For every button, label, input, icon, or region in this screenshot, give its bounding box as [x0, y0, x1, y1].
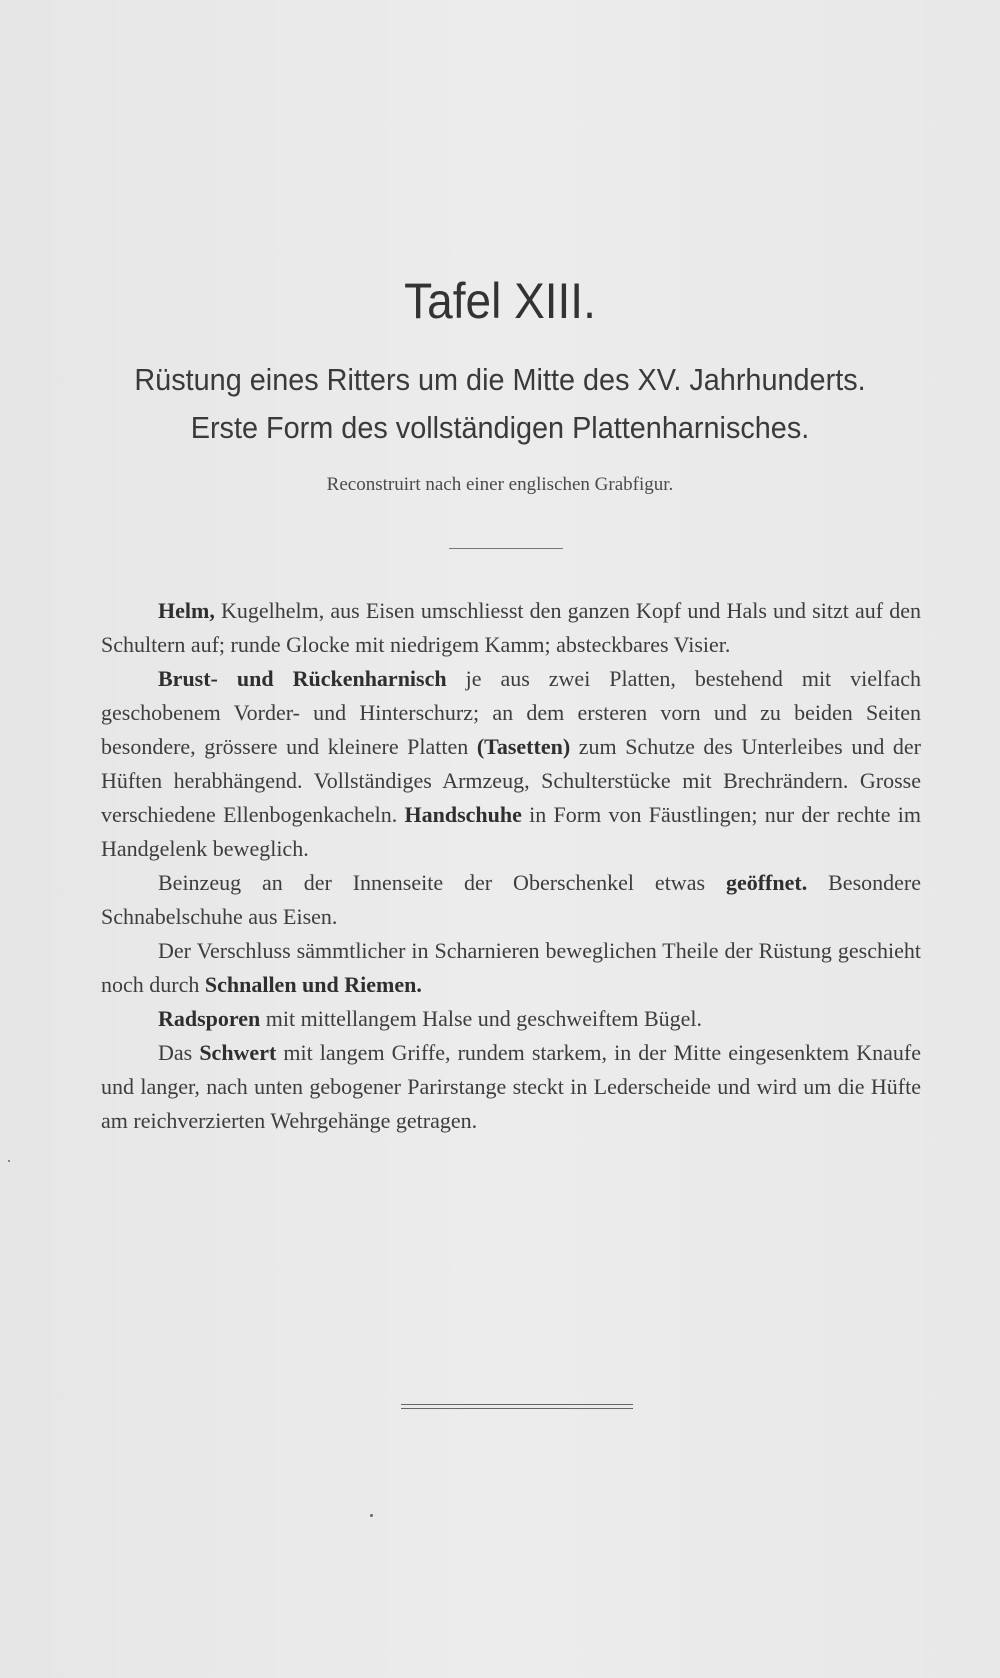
plate-title: Tafel XIII. — [404, 273, 596, 329]
source-note: Reconstruirt nach einer englischen Grabfigur. — [326, 474, 674, 495]
term-schnallen: Schnallen und Riemen. — [204, 972, 422, 997]
term-geoeffnet: geöffnet. — [725, 870, 808, 895]
print-speck — [8, 1160, 10, 1162]
closing-double-rule — [401, 1404, 633, 1409]
term-tasetten: (Tasetten) — [476, 734, 571, 759]
subtitle-line-2: Erste Form des vollständigen Plattenharnisches. — [190, 410, 810, 445]
paragraph-beinzeug: Beinzeug an der Innenseite der Oberschenkel etwas geöffnet. Besondere Schnabelschuhe aus Eisen. — [101, 870, 921, 929]
subtitle-line-1: Rüstung eines Ritters um die Mitte des XV. Jahrhunderts. — [134, 362, 866, 397]
term-radsporen: Radsporen — [158, 1006, 261, 1031]
description-body — [101, 594, 921, 1138]
separator-rule — [449, 548, 563, 549]
term-harnisch: Brust- und Rückenharnisch — [158, 666, 447, 691]
print-speck — [370, 1514, 373, 1517]
paragraph-verschluss: Der Verschluss sämmtlicher in Scharnieren beweglichen Theile der Rüstung geschieht noch durch Schnallen und Riemen. — [101, 938, 921, 997]
paragraph-helm: Helm, Kugelhelm, aus Eisen umschliesst den ganzen Kopf und Hals und sitzt auf den Schultern auf; runde Glocke mit niedrigem Kamm; absteckbares Visier. — [101, 598, 921, 657]
term-helm: Helm, — [158, 598, 215, 623]
term-handschuhe: Handschuhe — [404, 802, 522, 827]
term-schwert: Schwert — [199, 1040, 277, 1065]
paragraph-schwert: Das Schwert mit langem Griffe, rundem starkem, in der Mitte eingesenktem Knaufe und langer, nach unten gebogener Parirstange steckt in Lederscheide und wird um die Hüfte am reichverzierten Wehrgehänge getragen. — [101, 1040, 921, 1133]
paragraph-radsporen: Radsporen mit mittellangem Halse und geschweiftem Bügel. — [158, 1006, 703, 1031]
paragraph-harnisch: Brust- und Rückenharnisch je aus zwei Platten, bestehend mit vielfach geschobenem Vorder- und Hinterschurz; an dem ersteren vorn und zu beiden Seiten besondere, grössere und kleinere Platten (Tasetten) zum Schutze des Unterleibes und der Hüften herabhängend. Vollständiges Armzeug, Schulterstücke mit Brechrändern. Grosse verschiedene Ellenbogenkacheln. Handschuhe in Form von Fäustlingen; nur der rechte im Handgelenk beweglich. — [101, 666, 922, 861]
